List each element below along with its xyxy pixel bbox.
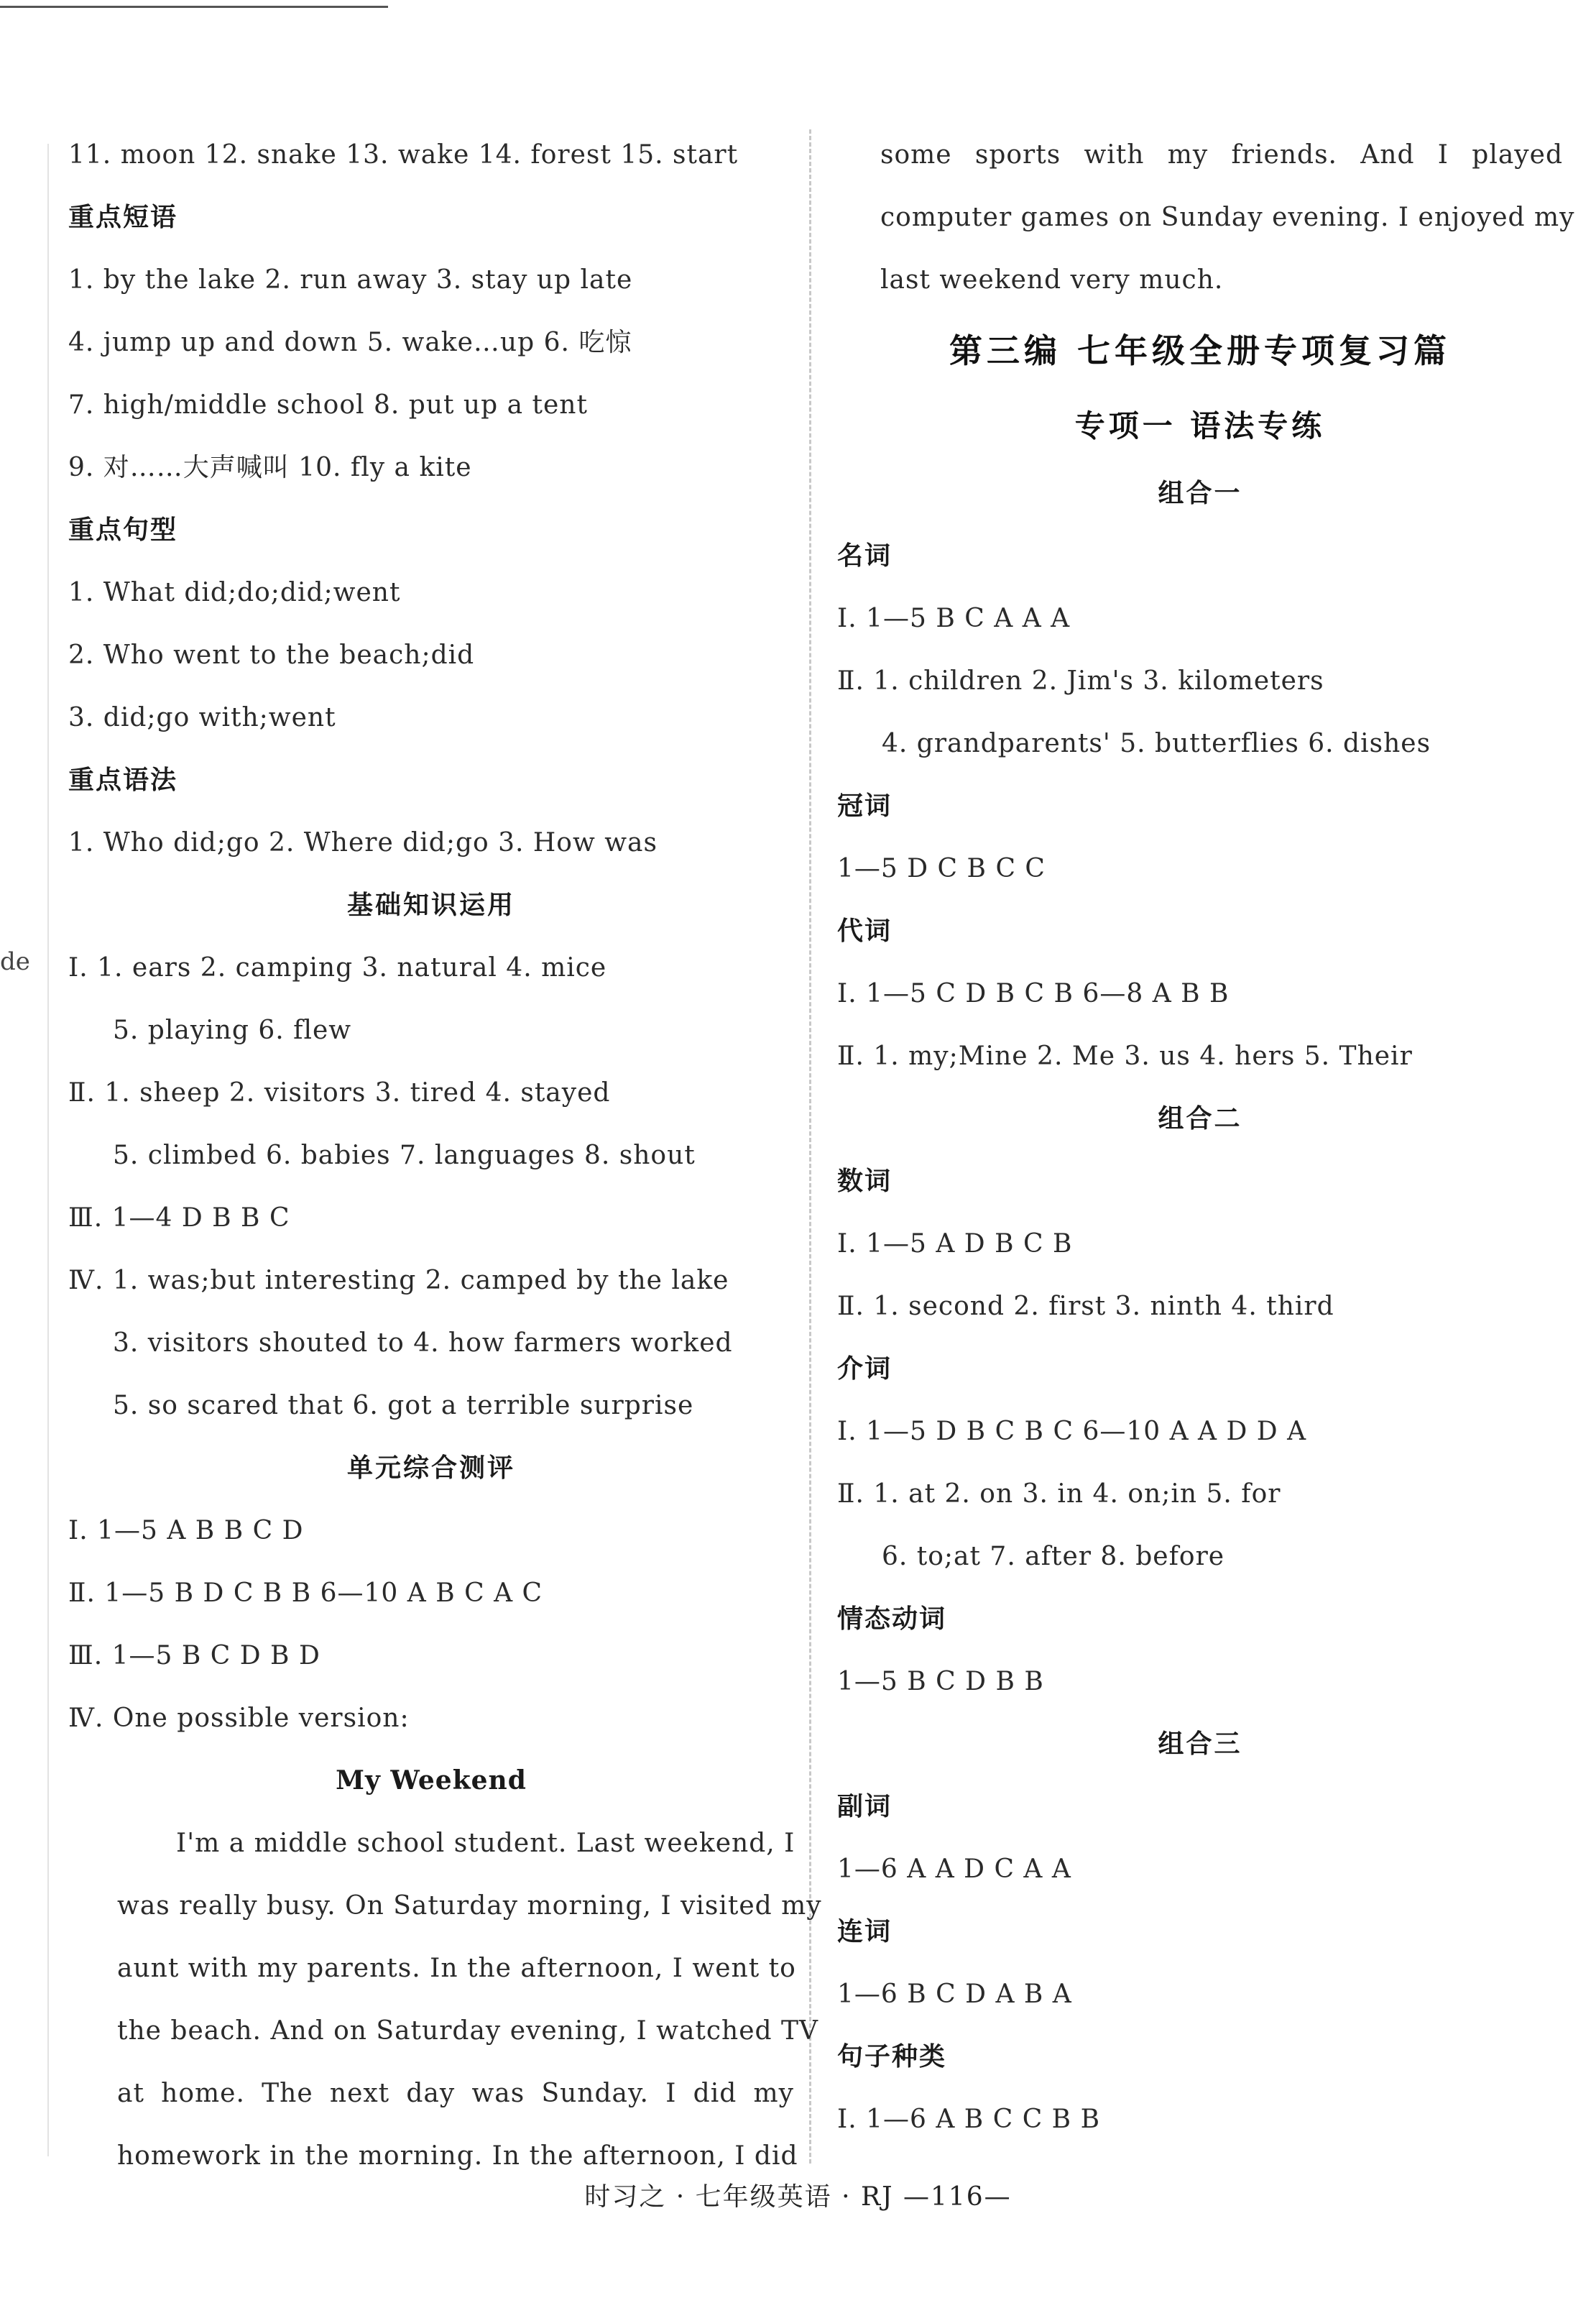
answer-line: Ⅰ. 1—6 A B C C B B [837, 2105, 1101, 2134]
column-divider [809, 129, 811, 2164]
answer-line: Ⅰ. 1—5 A B B C D [68, 1516, 304, 1545]
answer-line: Ⅱ. 1. at 2. on 3. in 4. on;in 5. for [837, 1479, 1281, 1509]
answer-line: Ⅱ. 1. sheep 2. visitors 3. tired 4. stayed [68, 1078, 611, 1108]
essay-line: at home. The next day was Sunday. I did my [117, 2079, 794, 2108]
answer-line: Ⅰ. 1—5 B C A A A [837, 604, 1071, 633]
answer-line: Ⅱ. 1—5 B D C B B 6—10 A B C A C [68, 1578, 543, 1608]
essay-line: the beach. And on Saturday evening, I watched TV [117, 2016, 819, 2046]
section-heading: 数词 [837, 1167, 892, 1196]
essay-line: aunt with my parents. In the afternoon, I went to [117, 1954, 796, 1983]
answer-line: 1. Who did;go 2. Where did;go 3. How was [68, 828, 658, 858]
section-heading: 副词 [837, 1792, 892, 1821]
answer-line: 11. moon 12. snake 13. wake 14. forest 15. start [68, 140, 739, 170]
essay-line: I'm a middle school student. Last weekend, I [176, 1829, 795, 1858]
section-title: 组合二 [1158, 1104, 1242, 1134]
section-heading: 重点语法 [68, 765, 178, 795]
section-heading: 句子种类 [837, 2042, 947, 2072]
essay-title: My Weekend [336, 1765, 527, 1796]
answer-line: 4. jump up and down 5. wake…up 6. 吃惊 [68, 328, 632, 357]
section-title: 单元综合测评 [346, 1453, 515, 1483]
cropped-margin-text: de [0, 947, 30, 976]
essay-line: some sports with my friends. And I played [880, 140, 1563, 170]
answer-line: Ⅰ. 1. ears 2. camping 3. natural 4. mice [68, 953, 607, 983]
right-column [837, 124, 1575, 2151]
section-heading: 代词 [837, 916, 892, 946]
answer-line-continued: 5. so scared that 6. got a terrible surprise [113, 1391, 694, 1420]
answer-line: Ⅱ. 1. children 2. Jim's 3. kilometers [837, 666, 1324, 696]
answer-line: Ⅱ. 1. second 2. first 3. ninth 4. third [837, 1292, 1334, 1321]
essay-line: was really busy. On Saturday morning, I visited my [117, 1891, 822, 1921]
answer-line-continued: 6. to;at 7. after 8. before [882, 1542, 1225, 1571]
essay-line: last weekend very much. [880, 265, 1224, 295]
section-heading: 情态动词 [837, 1604, 947, 1634]
answer-line: 2. Who went to the beach;did [68, 640, 475, 670]
section-heading: 重点句型 [68, 515, 178, 545]
answer-line: Ⅱ. 1. my;Mine 2. Me 3. us 4. hers 5. Their [837, 1042, 1413, 1071]
answer-line: Ⅰ. 1—5 C D B C B 6—8 A B B [837, 979, 1230, 1008]
answer-line: 3. did;go with;went [68, 703, 336, 732]
answer-line-continued: 5. playing 6. flew [113, 1016, 352, 1045]
answer-line: 1. by the lake 2. run away 3. stay up late [68, 265, 633, 295]
essay-line: computer games on Sunday evening. I enjoyed my [880, 203, 1575, 232]
section-title: 组合一 [1158, 479, 1242, 508]
top-rule [0, 6, 388, 8]
section-title: 基础知识运用 [346, 891, 515, 920]
left-column [68, 124, 822, 2187]
answer-line: Ⅲ. 1—4 D B B C [68, 1203, 290, 1233]
page-footer: 时习之 · 七年级英语 · RJ —116— [584, 2182, 1012, 2212]
answer-line: 1—5 B C D B B [837, 1667, 1044, 1696]
part-title: 第三编 七年级全册专项复习篇 [949, 331, 1451, 370]
answer-line: 1. What did;do;did;went [68, 578, 401, 607]
left-margin-rule [47, 144, 49, 2156]
answer-line: 7. high/middle school 8. put up a tent [68, 390, 588, 420]
section-heading: 名词 [837, 541, 892, 571]
topic-title: 专项一 语法专练 [1074, 408, 1326, 443]
answer-line: Ⅳ. One possible version: [68, 1704, 410, 1733]
answer-line-continued: 5. climbed 6. babies 7. languages 8. shout [113, 1141, 696, 1170]
answer-line: Ⅳ. 1. was;but interesting 2. camped by the lake [68, 1266, 729, 1295]
section-heading: 连词 [837, 1917, 892, 1946]
section-heading: 介词 [837, 1354, 892, 1384]
answer-line-continued: 4. grandparents' 5. butterflies 6. dishes [882, 729, 1431, 758]
answer-line: Ⅰ. 1—5 A D B C B [837, 1229, 1073, 1259]
answer-line: 9. 对……大声喊叫 10. fly a kite [68, 453, 472, 482]
section-heading: 冠词 [837, 791, 892, 821]
answer-line-continued: 3. visitors shouted to 4. how farmers worked [113, 1328, 733, 1358]
answer-line: 1—6 A A D C A A [837, 1854, 1071, 1884]
answer-line: 1—6 B C D A B A [837, 1980, 1072, 2009]
answer-line: 1—5 D C B C C [837, 854, 1046, 883]
answer-line: Ⅰ. 1—5 D B C B C 6—10 A A D D A [837, 1417, 1307, 1446]
section-heading: 重点短语 [68, 203, 178, 232]
answer-line: Ⅲ. 1—5 B C D B D [68, 1641, 320, 1670]
section-title: 组合三 [1158, 1729, 1242, 1759]
essay-line: homework in the morning. In the afternoon, I did [117, 2141, 798, 2171]
